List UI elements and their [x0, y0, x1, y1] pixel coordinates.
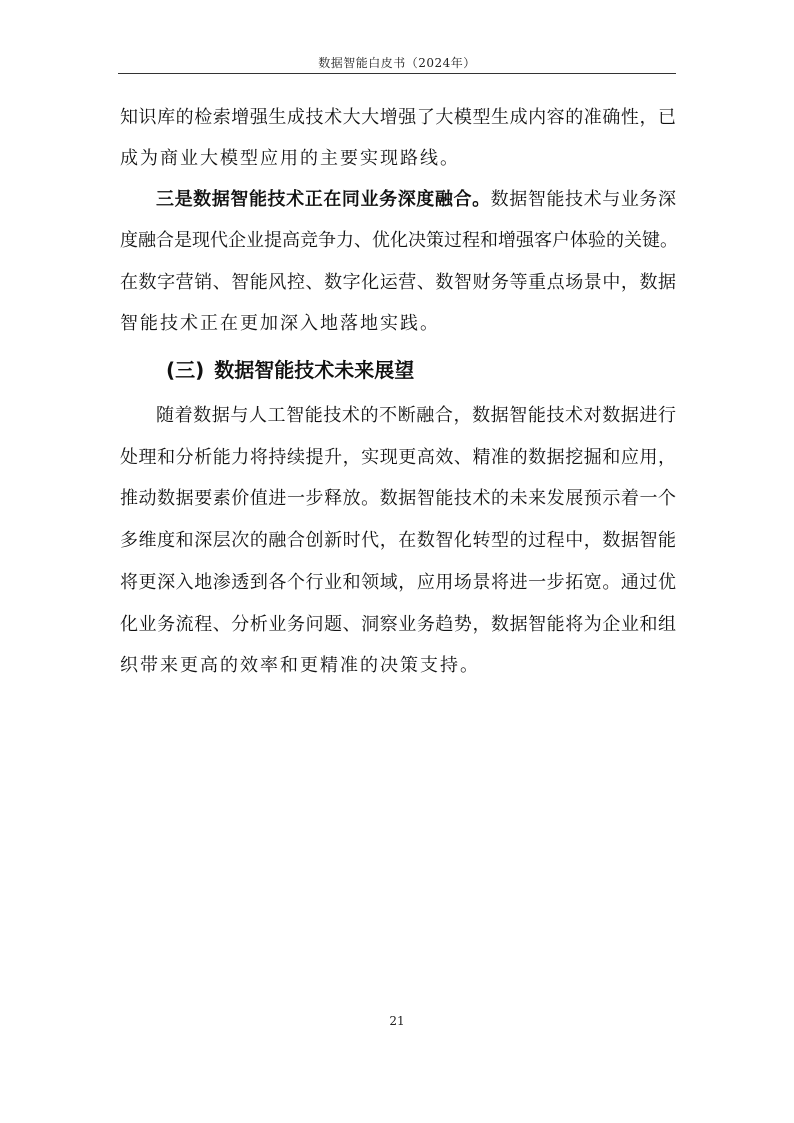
paragraph-lead-sentence: 三是数据智能技术正在同业务深度融合。 [156, 189, 491, 210]
body-text-line: 智能技术正在更加深入地落地实践。 [120, 313, 440, 334]
body-text-line: 将更深入地渗透到各个行业和领域，应用场景将进一步拓宽。通过优 [120, 572, 676, 593]
body-text-line: 化业务流程、分析业务问题、洞察业务趋势，数据智能将为企业和组 [120, 614, 676, 635]
body-text-line: 多维度和深层次的融合创新时代，在数智化转型的过程中，数据智能 [120, 530, 676, 551]
body-text-line: 织带来更高的效率和更精准的决策支持。 [120, 655, 480, 676]
body-text-line: 成为商业大模型应用的主要实现路线。 [120, 148, 460, 169]
section-heading [166, 356, 414, 384]
body-text-fragment: 数据智能技术与业务深 [490, 189, 677, 210]
section-number: (三) [166, 358, 205, 382]
body-text-line: 知识库的检索增强生成技术大大增强了大模型生成内容的准确性，已 [120, 107, 676, 128]
running-header: 数据智能白皮书（2024年） [318, 56, 476, 70]
body-text-line: 推动数据要素价值进一步释放。数据智能技术的未来发展预示着一个 [120, 488, 676, 509]
page-number: 21 [389, 1014, 405, 1028]
body-text-line: 随着数据与人工智能技术的不断融合，数据智能技术对数据进行 [156, 405, 676, 426]
body-text-line: 处理和分析能力将持续提升，实现更高效、精准的数据挖掘和应用， [120, 447, 676, 468]
body-text-line [156, 187, 676, 213]
header-divider [118, 73, 676, 74]
body-text-line: 在数字营销、智能风控、数字化运营、数智财务等重点场景中，数据 [120, 272, 676, 293]
section-title: 数据智能技术未来展望 [214, 358, 415, 382]
body-text-line: 度融合是现代企业提高竞争力、优化决策过程和增强客户体验的关键。 [120, 230, 678, 251]
